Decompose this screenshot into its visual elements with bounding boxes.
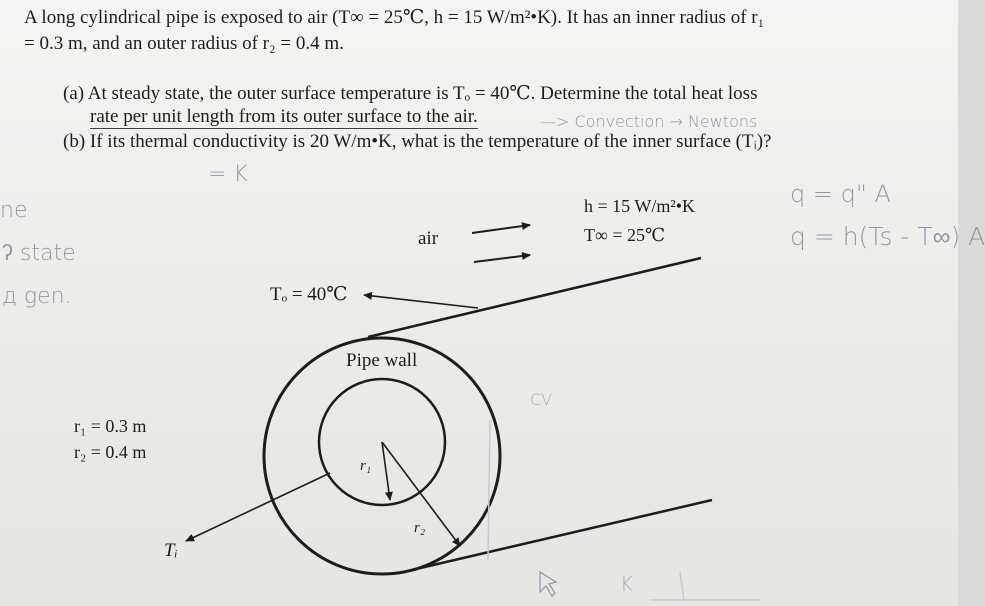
handwritten-margin-1: ne: [0, 198, 28, 223]
handwritten-equals-k: = K: [208, 162, 248, 187]
handwritten-margin-2: ʔ state: [2, 241, 76, 266]
handwritten-bottom-k: K: [620, 572, 634, 596]
r2-value-label: r₂ = 0.4 m: [74, 442, 147, 462]
pencil-mark-cursor: [540, 572, 556, 596]
to-leader-arrow: [364, 295, 478, 308]
handwritten-eq-q1: q = q" A: [790, 180, 891, 208]
part-a-line1: (a) At steady state, the outer surface temperature is Tₒ = 40℃. Determine the total heat loss: [63, 83, 758, 104]
ti-label: Tᵢ: [164, 540, 178, 561]
part-b-text: (b) If its thermal conductivity is 20 W/m•K, what is the temperature of the inner surface (Tᵢ)?: [63, 131, 772, 152]
t-infinity-label: T∞ = 25℃: [584, 225, 666, 245]
problem-intro-line2: = 0.3 m, and an outer radius of r₂ = 0.4 m.: [24, 33, 344, 54]
outer-temp-label: Tₒ = 40℃: [270, 284, 348, 305]
pencil-mark-bottom: [650, 572, 760, 600]
air-flow-arrow-upper: [472, 225, 530, 233]
outer-pipe-circle: [264, 338, 500, 574]
handwritten-convection-note: —> Convection → Newtons: [540, 112, 758, 131]
r1-value-label: r₁ = 0.3 m: [74, 416, 147, 436]
upper-tangent-line: [368, 258, 701, 337]
handwritten-cv: CV: [530, 390, 553, 409]
handwritten-margin-3: д gen.: [2, 284, 72, 309]
handwritten-eq-q2: q = h(Ts - T∞) A: [790, 222, 985, 251]
h-value-label: h = 15 W/m²•K: [584, 196, 696, 216]
lower-tangent-line: [399, 500, 712, 573]
part-a-line2: rate per unit length from its outer surface to the air.: [90, 106, 478, 127]
r1-symbol-label: r₁: [360, 458, 372, 474]
r2-symbol-label: r₂: [414, 520, 426, 536]
pencil-mark-right: [488, 420, 490, 560]
pipe-wall-label: Pipe wall: [346, 350, 418, 371]
problem-intro-line1: A long cylindrical pipe is exposed to air (T∞ = 25℃, h = 15 W/m²•K). It has an inner radius of r₁: [24, 7, 765, 28]
ti-leader-arrow: [186, 473, 330, 541]
air-label: air: [418, 228, 439, 249]
air-flow-arrow-lower: [474, 255, 530, 262]
